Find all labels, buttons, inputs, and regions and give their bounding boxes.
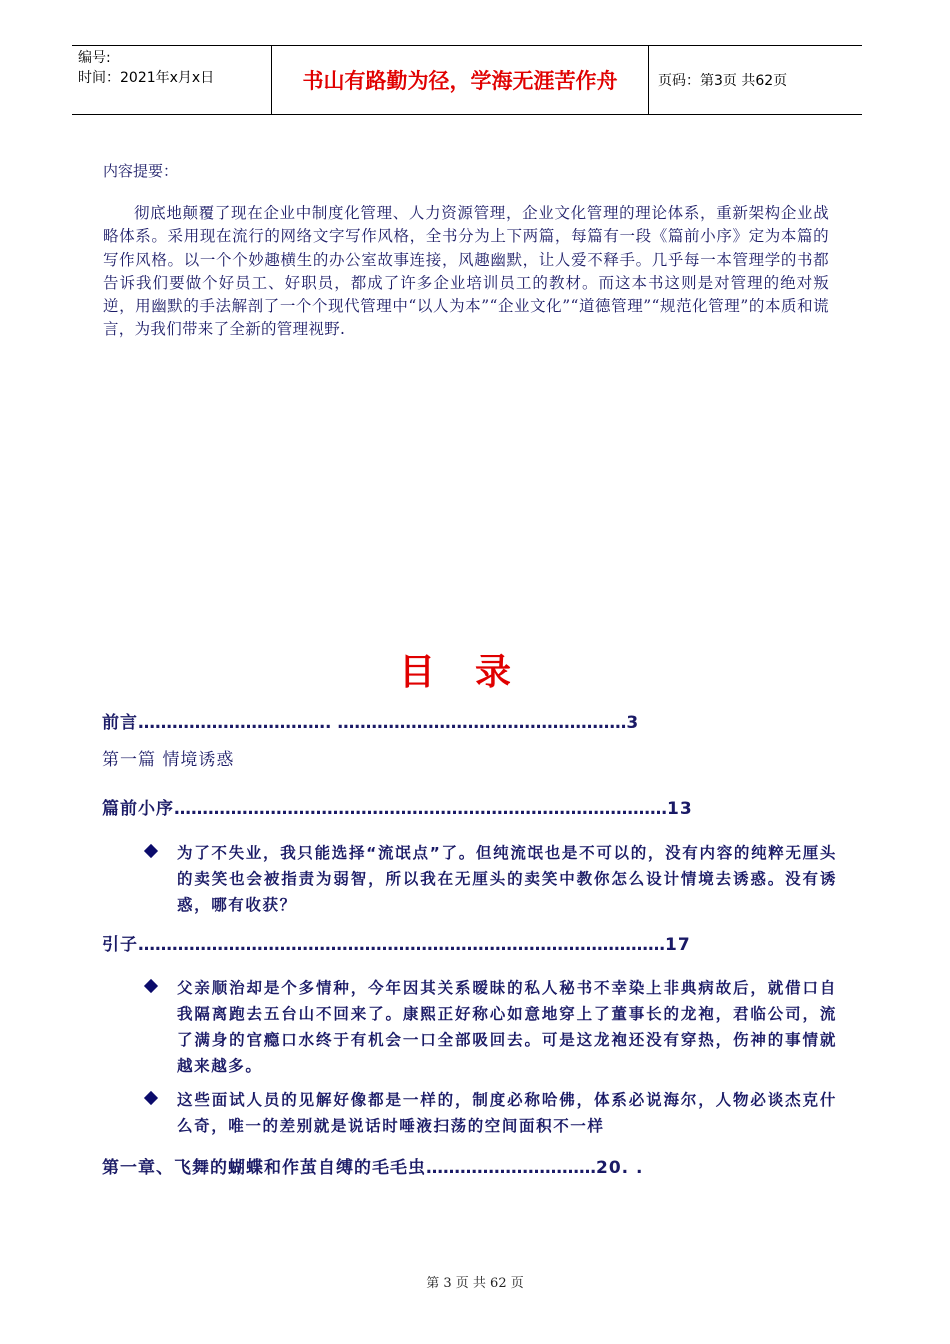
toc-entry-dots: ……………………………. …………………………………………… <box>138 713 627 733</box>
diamond-bullet-icon <box>144 844 158 858</box>
toc-entry-prologue[interactable] <box>102 794 693 819</box>
toc-entry-chapter-one[interactable] <box>102 1153 644 1178</box>
diamond-bullet-icon <box>144 979 158 993</box>
toc-title: 目录 <box>398 652 551 693</box>
toc-entry-page: 20. . <box>596 1158 644 1178</box>
toc-entry-page: 3 <box>626 713 640 733</box>
toc-entry-label: 前言 <box>102 713 138 733</box>
toc-entry-label: 篇前小序 <box>102 799 174 819</box>
header-page-info: 页码：第3页 共62页 <box>658 73 788 89</box>
summary-body: 彻底地颠覆了现在企业中制度化管理、人力资源管理，企业文化管理的理论体系，重新架构企业战略体系。采用现在流行的网络文字写作风格，全书分为上下两篇，每篇有一段《篇前小序》定为本篇的写作风格。以一个个妙趣横生的办公室故事连接，风趣幽默，让人爱不释手。几乎每一本管理学的书都告诉我们要做个好员工、好职员，都成了许多企业培训员工的教材。而这本书这则是对管理的绝对叛逆，用幽默的手法解剖了一个个现代管理中“以人为本”“企业文化”“道德管理”“规范化管理”的本质和谎言，为我们带来了全新的管理视野. <box>103 204 829 339</box>
toc-bullet-text: 为了不失业，我只能选择“流氓点”了。但纯流氓也是不可以的，没有内容的纯粹无厘头的卖笑也会被指责为弱智，所以我在无厘头的卖笑中教你怎么设计情境去诱惑。没有诱惑，哪有收获？ <box>177 844 837 914</box>
summary-label: 内容提要： <box>103 162 179 180</box>
toc-entry-label: 引子 <box>102 935 138 955</box>
toc-part-one: 第一篇 情境诱惑 <box>102 750 235 770</box>
toc-entry-preface[interactable] <box>102 708 639 733</box>
header-meta-cell <box>72 46 272 114</box>
page-header <box>72 45 862 115</box>
diamond-bullet-icon <box>144 1091 158 1105</box>
toc-bullet-text: 父亲顺治却是个多情种，今年因其关系暧昧的私人秘书不幸染上非典病故后，就借口自我隔离跑去五台山不回来了。康熙正好称心如意地穿上了董事长的龙袍，君临公司，流了满身的官瘾口水终于有机会一口全部吸回去。可是这龙袍还没有穿热，伤神的事情就越来越多。 <box>177 979 837 1075</box>
toc-entry-page: 17 <box>665 935 691 955</box>
toc-entry-introduction[interactable] <box>102 930 691 955</box>
page-footer: 第 3 页 共 62 页 <box>426 1276 524 1291</box>
toc-entry-dots: …………………………………………………………………………… <box>174 799 667 819</box>
document-time-label: 时间：2021年x月x日 <box>78 70 215 86</box>
header-motto: 书山有路勤为径，学海无涯苦作舟 <box>272 46 649 114</box>
toc-entry-page: 13 <box>667 799 693 819</box>
toc-entry-label: 第一章、飞舞的蝴蝶和作茧自缚的毛毛虫 <box>102 1158 426 1178</box>
toc-entry-dots: ………………………… <box>426 1158 596 1178</box>
toc-entry-dots: ………………………………………………………………………………… <box>138 935 665 955</box>
toc-bullet-text: 这些面试人员的见解好像都是一样的，制度必称哈佛，体系必说海尔，人物必谈杰克什么奇，唯一的差别就是说话时唾液扫荡的空间面积不一样 <box>177 1091 837 1135</box>
document-number-label: 编号: <box>78 50 111 66</box>
